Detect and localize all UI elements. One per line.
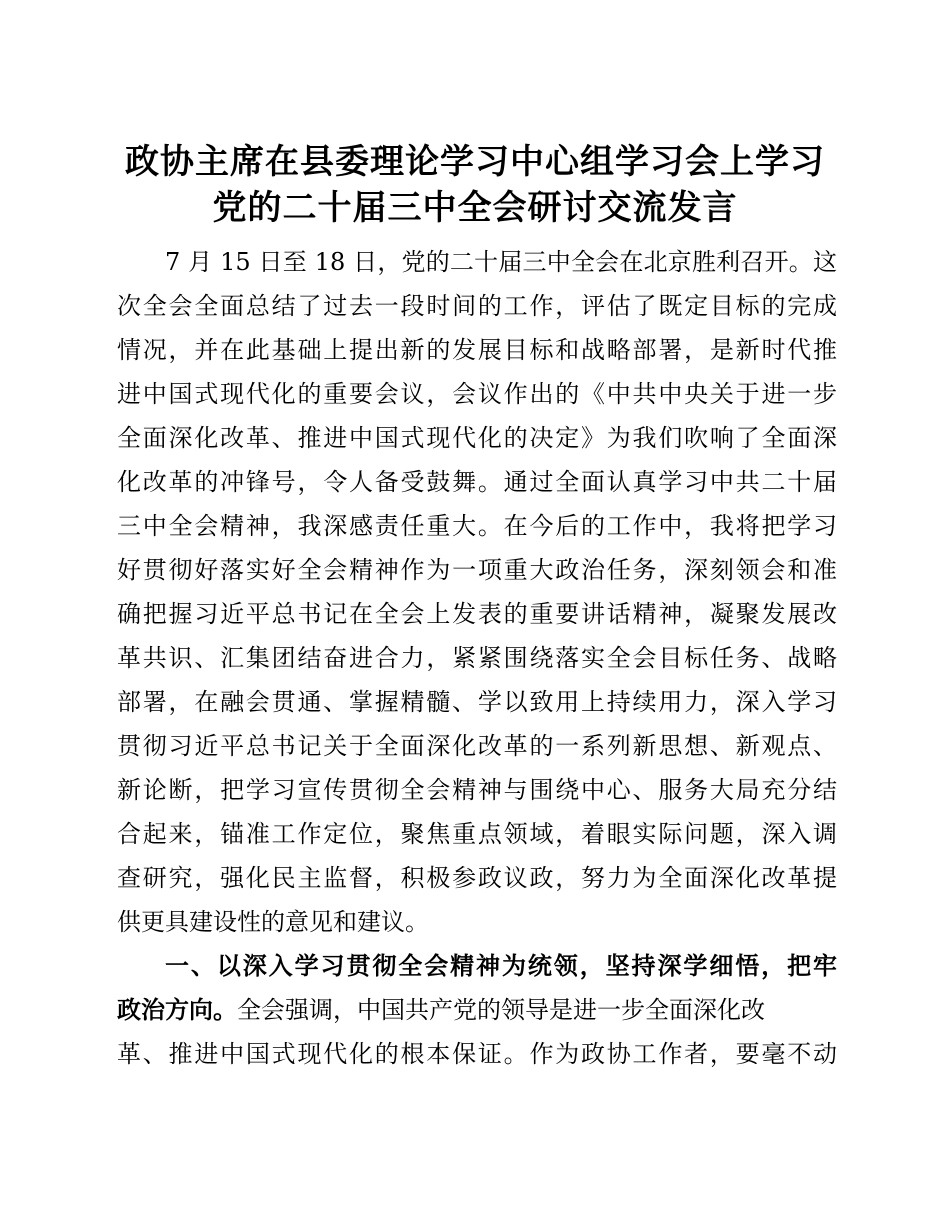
paragraph-line: 好贯彻好落实好全会精神作为一项重大政治任务，深刻领会和准 [117,556,837,584]
document-title-line-1: 政协主席在县委理论学习中心组学习会上学习 [125,142,825,182]
paragraph-line: 供更具建设性的意见和建议。 [117,908,429,936]
paragraph-line: 进中国式现代化的重要会议，会议作出的《中共中央关于进一步 [117,380,837,408]
document-title-line-2: 党的二十届三中全会研讨交流发言 [212,188,738,228]
paragraph-line: 情况，并在此基础上提出新的发展目标和战略部署，是新时代推 [117,336,837,364]
paragraph-line: 7 月 15 日至 18 日，党的二十届三中全会在北京胜利召开。这 [165,248,837,276]
paragraph-line: 三中全会精神，我深感责任重大。在今后的工作中，我将把学习 [117,512,837,540]
paragraph-line: 合起来，锚准工作定位，聚焦重点领域，着眼实际问题，深入调 [117,820,837,848]
section-text-line: 革、推进中国式现代化的根本保证。作为政协工作者，要毫不动 [117,1040,837,1068]
paragraph-line: 革共识、汇集团结奋进合力，紧紧围绕落实全会目标任务、战略 [117,644,837,672]
paragraph-line: 查研究，强化民主监督，积极参政议政，努力为全面深化改革提 [117,864,837,892]
paragraph-line: 化改革的冲锋号，令人备受鼓舞。通过全面认真学习中共二十届 [117,468,837,496]
paragraph-line: 部署，在融会贯通、掌握精髓、学以致用上持续用力，深入学习 [117,688,837,716]
paragraph-line: 全面深化改革、推进中国式现代化的决定》为我们吹响了全面深 [117,424,837,452]
paragraph-line: 新论断，把学习宣传贯彻全会精神与围绕中心、服务大局充分结 [117,776,837,804]
section-text: 全会强调，中国共产党的领导是进一步全面深化改 [237,996,765,1024]
paragraph-line: 次全会全面总结了过去一段时间的工作，评估了既定目标的完成 [117,292,837,320]
section-text-line [117,988,837,1032]
section-heading-cont: 政治方向。 [117,996,237,1024]
section-heading: 一、以深入学习贯彻全会精神为统领，坚持深学细悟，把牢 [165,952,837,980]
paragraph-line: 确把握习近平总书记在全会上发表的重要讲话精神，凝聚发展改 [117,600,837,628]
paragraph-line: 贯彻习近平总书记关于全面深化改革的一系列新思想、新观点、 [117,732,837,760]
